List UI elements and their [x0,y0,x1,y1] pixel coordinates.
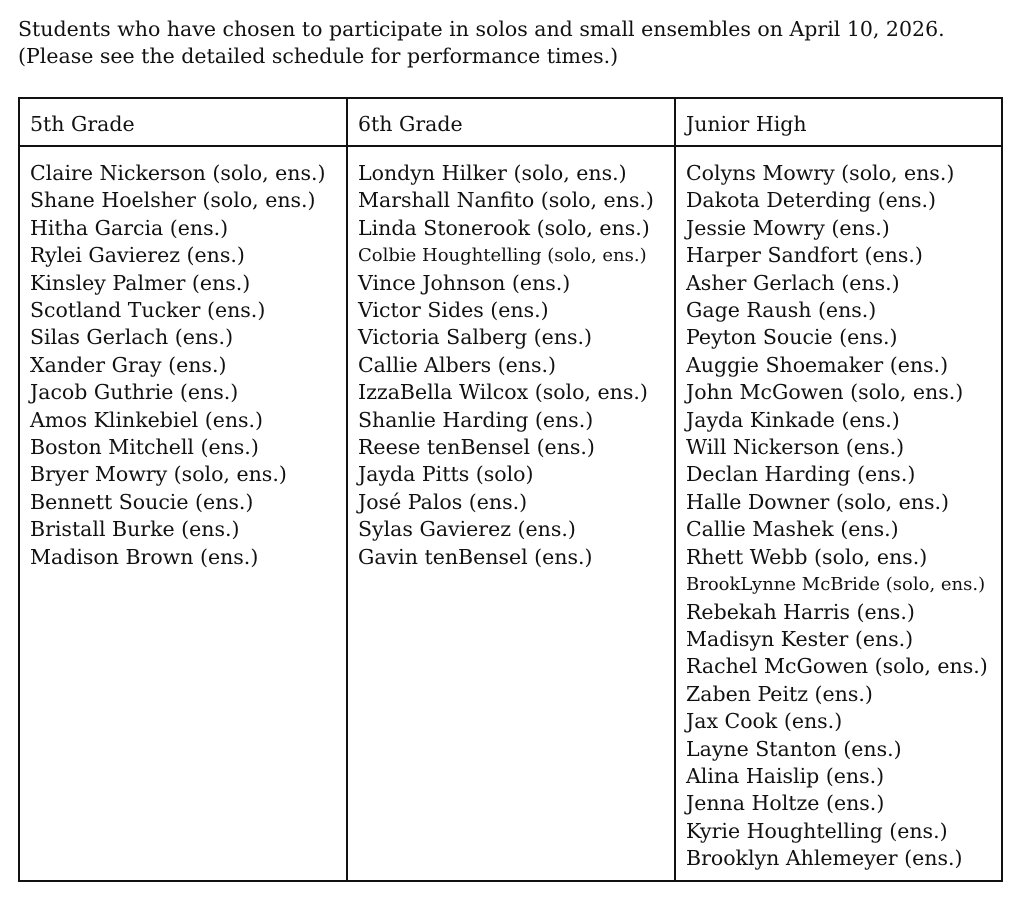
list-item: Linda Stonerook (solo, ens.) [358,215,650,240]
list-item: Rhett Webb (solo, ens.) [686,544,928,569]
list-item: Jayda Kinkade (ens.) [686,407,900,432]
list-item: Rebekah Harris (ens.) [686,599,915,624]
column-5th-grade [19,146,347,881]
list-item: Hitha Garcia (ens.) [30,215,229,240]
list-item: Amos Klinkebiel (ens.) [30,407,264,432]
list-item: Boston Mitchell (ens.) [30,435,259,460]
list-item: Scotland Tucker (ens.) [30,298,266,323]
list-item: Kinsley Palmer (ens.) [30,270,251,295]
list-item: Bennett Soucie (ens.) [30,489,254,514]
list-item: Brooklyn Ahlemeyer (ens.) [686,846,963,871]
list-item: Asher Gerlach (ens.) [686,270,900,295]
list-item: Xander Gray (ens.) [30,352,227,377]
header-junior-high: Junior High [675,98,1002,146]
list-item: Peyton Soucie (ens.) [686,325,898,350]
intro-line-1: Students who have chosen to participate in solos and small ensembles on April 10, 2026. [18,17,945,41]
list-item: Bryer Mowry (solo, ens.) [30,462,287,487]
table-body-row [19,146,1002,881]
list-item: Reese tenBensel (ens.) [358,435,595,460]
list-item: Shanlie Harding (ens.) [358,407,594,432]
list-item: Silas Gerlach (ens.) [30,325,234,350]
column-6th-grade [347,146,675,881]
list-item: Kyrie Houghtelling (ens.) [686,818,948,843]
list-item: Rylei Gavierez (ens.) [30,243,245,268]
list-item: BrookLynne McBride (solo, ens.) [686,574,986,596]
list-item: Vince Johnson (ens.) [358,270,571,295]
list-item: Harper Sandfort (ens.) [686,243,923,268]
list-item: John McGowen (solo, ens.) [686,380,964,405]
name-list-5th-grade [30,160,336,571]
list-item: Victor Sides (ens.) [358,298,549,323]
name-list-junior-high [686,160,991,873]
list-item: Marshall Nanfito (solo, ens.) [358,188,654,213]
column-junior-high [675,146,1002,881]
list-item: Callie Mashek (ens.) [686,517,899,542]
list-item: Halle Downer (solo, ens.) [686,489,949,514]
list-item: Gavin tenBensel (ens.) [358,544,593,569]
table-header-row [19,98,1002,146]
list-item: Gage Raush (ens.) [686,298,877,323]
list-item: Colyns Mowry (solo, ens.) [686,161,955,185]
header-5th-grade: 5th Grade [19,98,347,146]
header-6th-grade: 6th Grade [347,98,675,146]
list-item: Bristall Burke (ens.) [30,517,240,542]
list-item: Madison Brown (ens.) [30,544,259,569]
list-item: Callie Albers (ens.) [358,352,557,377]
list-item: Auggie Shoemaker (ens.) [686,352,949,377]
list-item: Colbie Houghtelling (solo, ens.) [358,245,647,267]
list-item: Rachel McGowen (solo, ens.) [686,654,988,679]
list-item: Claire Nickerson (solo, ens.) [30,161,326,185]
list-item: Jax Cook (ens.) [686,709,843,734]
list-item: Victoria Salberg (ens.) [358,325,593,350]
list-item: Sylas Gavierez (ens.) [358,517,576,542]
list-item: Jacob Guthrie (ens.) [30,380,239,405]
list-item: Alina Haislip (ens.) [686,763,885,788]
list-item: Londyn Hilker (solo, ens.) [358,161,627,185]
intro-text [18,16,1008,70]
list-item: Shane Hoelsher (solo, ens.) [30,188,316,213]
list-item: Madisyn Kester (ens.) [686,626,914,651]
list-item: Layne Stanton (ens.) [686,736,902,761]
name-list-6th-grade [358,160,664,571]
list-item: Declan Harding (ens.) [686,462,916,487]
list-item: Jenna Holtze (ens.) [686,791,885,816]
list-item: IzzaBella Wilcox (solo, ens.) [358,380,648,405]
list-item: Will Nickerson (ens.) [686,435,905,460]
list-item: Dakota Deterding (ens.) [686,188,937,213]
list-item: Zaben Peitz (ens.) [686,681,873,706]
list-item: Jessie Mowry (ens.) [686,215,890,240]
participants-table [18,97,1003,882]
list-item: Jayda Pitts (solo) [358,462,534,487]
intro-line-2: (Please see the detailed schedule for performance times.) [18,44,619,68]
list-item: José Palos (ens.) [358,489,528,514]
